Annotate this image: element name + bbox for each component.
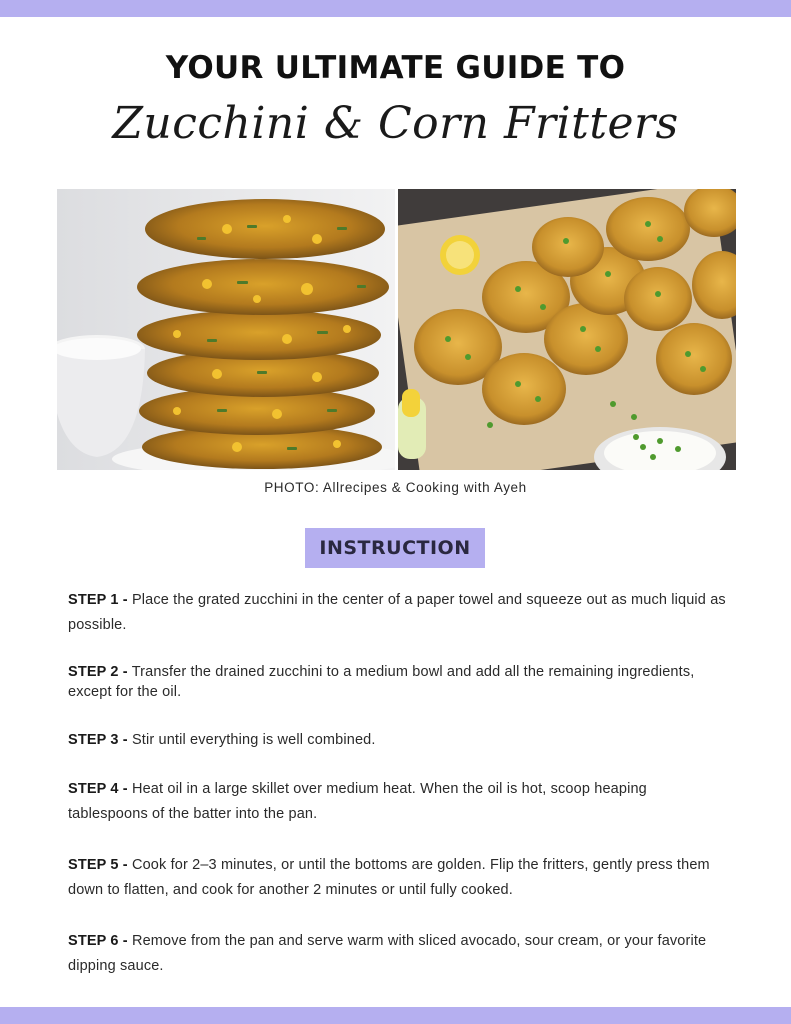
recipe-script-title: Zucchini & Corn Fritters — [112, 98, 679, 149]
step-5-label: STEP 5 - — [68, 857, 128, 873]
step-1-label: STEP 1 - — [68, 592, 128, 608]
step-2-text: Transfer the drained zucchini to a medium bowl and add all the remaining ingredients, except for the oil. — [68, 664, 695, 700]
step-3 — [68, 730, 728, 750]
stacked-fritters-photo — [57, 189, 395, 470]
top-accent-band — [0, 0, 791, 17]
instruction-heading: INSTRUCTION — [305, 528, 485, 568]
step-2-label: STEP 2 - — [68, 664, 128, 680]
step-3-label: STEP 3 - — [68, 732, 128, 748]
step-4-text: Heat oil in a large skillet over medium heat. When the oil is hot, scoop heaping tablespoons of the batter into the pan. — [68, 781, 647, 822]
step-5-text: Cook for 2–3 minutes, or until the bottoms are golden. Flip the fritters, gently press them down to flatten, and cook for another 2 minutes or until fully cooked. — [68, 857, 710, 898]
step-3-text: Stir until everything is well combined. — [131, 732, 376, 748]
bottom-accent-band — [0, 1007, 791, 1024]
step-1 — [68, 588, 728, 638]
step-6-text: Remove from the pan and serve warm with sliced avocado, sour cream, or your favorite dipping sauce. — [68, 933, 707, 974]
photo-credit-caption: PHOTO: Allrecipes & Cooking with Ayeh — [264, 480, 527, 495]
step-6-label: STEP 6 - — [68, 933, 128, 949]
step-1-text: Place the grated zucchini in the center of a paper towel and squeeze out as much liquid as possible. — [68, 592, 726, 633]
fritters-on-board-photo — [398, 189, 736, 470]
step-2 — [68, 662, 728, 702]
step-4-label: STEP 4 - — [68, 781, 128, 797]
photo-strip — [57, 189, 736, 470]
step-5 — [68, 853, 728, 903]
page-headline: YOUR ULTIMATE GUIDE TO — [165, 50, 626, 86]
step-4 — [68, 777, 728, 827]
step-6 — [68, 929, 728, 979]
